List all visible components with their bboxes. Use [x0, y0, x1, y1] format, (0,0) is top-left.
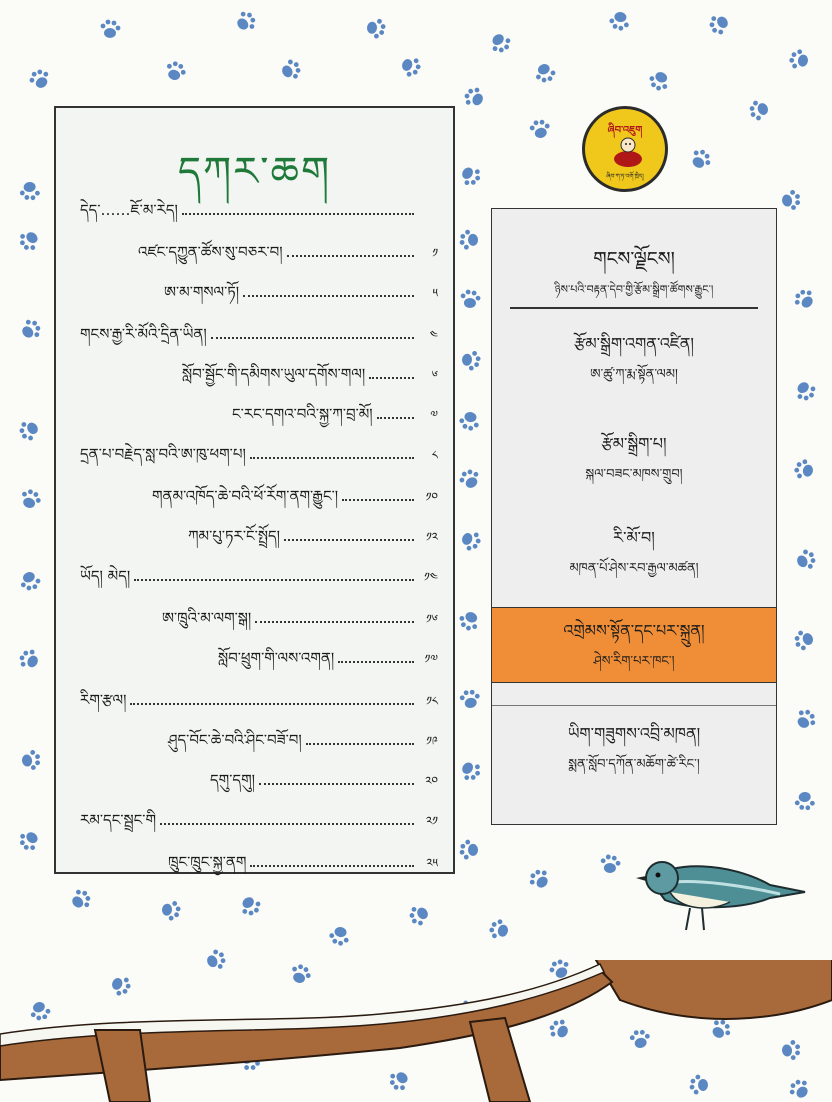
paw-print-icon	[19, 181, 41, 202]
toc-entry-label: ཁྲུང་ཁྲུང་སྐྱ་ནག	[168, 853, 247, 871]
paw-print-icon	[461, 350, 481, 371]
toc-entry	[138, 236, 438, 278]
paw-print-icon	[68, 886, 95, 913]
paw-print-icon	[459, 229, 478, 250]
paw-print-icon	[20, 749, 42, 772]
toc-entry	[80, 438, 438, 480]
credits-panel	[491, 208, 777, 825]
toc-entry-page: ༥	[432, 286, 438, 300]
paw-print-icon	[791, 285, 818, 312]
toc-leader-dots	[377, 417, 414, 419]
paw-print-icon	[233, 8, 260, 35]
paw-print-icon	[458, 687, 482, 710]
toc-entry	[218, 642, 438, 684]
toc-entry-label: ཨ་ཁྲུའི་མ་ལག་སྒ།	[162, 609, 252, 627]
toc-entry	[152, 480, 438, 522]
paw-print-icon	[16, 417, 42, 444]
toc-entry-page: ༨	[431, 448, 438, 462]
credit-name: སྨན་སློབ་དཀོན་མཆོག་ཚེ་རིང་།	[568, 757, 700, 772]
toc-leader-dots	[134, 579, 414, 581]
toc-entry	[162, 602, 438, 644]
bird-illustration	[580, 840, 810, 940]
toc-entry-page: ༡༦	[425, 612, 438, 626]
toc-entry-page: ༡༩	[426, 734, 438, 748]
paw-print-icon	[532, 61, 557, 86]
toc-entry-page: ༧	[430, 408, 438, 422]
toc-entry-label: གནམ་འཁོད་ཆེ་བའི་ཕོ་རོག་ནག་རྒྱུང་།	[152, 487, 339, 505]
paw-print-icon	[706, 11, 732, 38]
paw-print-icon	[458, 410, 480, 431]
toc-entry-label: ཡོད། མེད།	[80, 567, 131, 585]
toc-title: དཀར་ཆག	[177, 149, 332, 195]
panel-divider	[492, 705, 776, 706]
toc-entry	[80, 804, 438, 846]
toc-leader-dots	[182, 213, 414, 215]
paw-print-icon	[457, 466, 483, 492]
paw-print-icon	[16, 646, 42, 672]
toc-entry	[232, 398, 438, 440]
toc-entry	[188, 520, 438, 562]
toc-entry-label: ང་རང་དགའ་བའི་སྐྱ་ཀ་བྲ་མོ།	[232, 405, 373, 423]
toc-entry-label: གངས་རྒྱ་རི་མོའི་དྲིན་ཡིན།	[80, 325, 207, 343]
paw-print-icon	[487, 30, 514, 57]
paw-print-icon	[237, 893, 264, 920]
toc-entry	[182, 358, 438, 400]
credit-role: འགྲེམས་སྟོན་དང་པར་སྐྲུན།	[563, 621, 705, 640]
toc-entry-page: ༢༥	[426, 856, 438, 870]
credit-name: ཨ་ཚུ་ཀ་རྨ་སྟོན་ལམ།	[590, 367, 678, 382]
paw-print-icon	[459, 839, 478, 859]
branch-illustration	[0, 960, 832, 1102]
paw-print-icon	[528, 117, 552, 140]
toc-leader-dots	[284, 539, 414, 541]
toc-leader-dots	[287, 255, 414, 257]
paw-print-icon	[15, 227, 42, 254]
toc-leader-dots	[250, 865, 414, 867]
paw-print-icon	[101, 20, 121, 38]
credit-role: རྩོམ་སྒྲིག་པ།	[601, 434, 667, 453]
seal-bottom-text: ཞིབ་ཀ་ཏ་འགོ་ཁྲིད།	[606, 173, 644, 180]
toc-entry-page: ༡༧	[424, 652, 438, 666]
panel-title: གངས་ལྗོངས།	[593, 248, 675, 270]
paw-print-icon	[457, 758, 484, 785]
toc-entry-page: ༢༠	[425, 774, 438, 788]
credit-role: རི་མོ་བ།	[613, 528, 655, 547]
credit-name: སྐལ་བཟང་མཁས་གྲུབ།	[585, 467, 683, 482]
toc-leader-dots	[130, 703, 414, 705]
credit-section-editor-in-chief	[492, 331, 776, 387]
paw-print-icon	[646, 68, 672, 93]
credit-role: རྩོམ་སྒྲིག་འགན་འཛིན།	[574, 334, 694, 353]
paw-print-icon	[328, 925, 351, 947]
paw-print-icon	[792, 378, 819, 405]
paw-print-icon	[161, 900, 181, 922]
paw-print-icon	[608, 11, 630, 32]
paw-print-icon	[15, 827, 42, 854]
toc-entry-page: ༡༤	[423, 570, 438, 584]
toc-leader-dots	[250, 457, 414, 459]
paw-print-icon	[526, 865, 553, 892]
toc-entry-label: རམ་དང་སྦྲང་གི	[80, 811, 157, 829]
paw-print-icon	[456, 608, 482, 633]
credit-name: མཁན་པོ་ཤེས་རབ་རྒྱལ་མཚན།	[569, 561, 699, 576]
credit-section-publisher	[492, 607, 776, 683]
paw-print-icon	[747, 98, 771, 123]
toc-entry-label: དྲན་པ་བརྗེད་སླ་བའི་ཨ་ཁུ་ཕག་པ།	[80, 445, 246, 463]
toc-entry-label: དེད་……ཇོ་མ་རེད།	[80, 201, 178, 219]
publisher-seal	[582, 106, 668, 192]
toc-leader-dots	[160, 823, 414, 825]
paw-print-icon	[792, 628, 816, 653]
toc-leader-dots	[211, 337, 414, 339]
toc-entry-page: ༡	[432, 246, 438, 260]
paw-print-icon	[488, 917, 511, 941]
credit-section-illustrator	[492, 525, 776, 581]
toc-entry-page: ༦	[431, 368, 438, 382]
toc-entry	[210, 764, 438, 806]
toc-entry-label: སློབ་ཕྲུག་གི་ལས་འགན།	[218, 649, 335, 667]
toc-entry	[168, 724, 438, 766]
paw-print-icon	[457, 163, 484, 190]
seal-figure-icon	[609, 133, 647, 169]
paw-print-icon	[18, 316, 45, 343]
paw-print-icon	[793, 706, 820, 732]
toc-entry	[80, 318, 438, 360]
paw-print-icon	[788, 48, 810, 71]
toc-entry	[164, 276, 438, 318]
paw-print-icon	[460, 289, 480, 308]
credit-section-calligrapher	[492, 721, 776, 777]
toc-entry-page: ༡༠	[425, 490, 438, 504]
toc-leader-dots	[255, 621, 414, 623]
toc-entry-label: སློབ་སྦྱོང་གི་དམིགས་ཡུལ་དགོས་གལ།	[182, 365, 366, 383]
seal-top-text: ཞིབ་འཇུག	[607, 125, 643, 136]
paw-print-icon	[164, 59, 188, 82]
credit-name: ཤེས་རིག་པར་ཁང་།	[593, 654, 675, 669]
paw-print-icon	[794, 547, 819, 573]
toc-entry	[80, 684, 438, 726]
toc-entry	[80, 194, 438, 236]
toc-leader-dots	[338, 661, 414, 663]
paw-print-icon	[406, 902, 432, 929]
toc-entry-label: དགུ་དགུ།	[210, 771, 255, 789]
panel-subtitle: ཉིས་པའི་བརྟན་དེབ་གྱི་རྩོམ་སྒྲིག་ཚོགས་རྒྱུང་།	[554, 283, 714, 296]
toc-entry-page: ༡༨	[426, 694, 438, 708]
paw-print-icon	[19, 487, 43, 510]
toc-entry-label: འཛང་དཀྱུན་ཚོས་སུ་བཅར་བ།	[138, 243, 283, 261]
toc-entry-label: རིག་རྩལ།	[80, 691, 127, 709]
paw-print-icon	[17, 569, 42, 593]
toc-leader-dots	[342, 499, 414, 501]
paw-print-icon	[399, 54, 423, 79]
table-of-contents	[54, 106, 455, 874]
paw-print-icon	[279, 57, 304, 83]
toc-entry	[168, 846, 438, 888]
paw-print-icon	[27, 66, 53, 92]
paw-print-icon	[780, 189, 802, 212]
paw-print-icon	[366, 18, 386, 39]
paw-print-icon	[793, 458, 815, 481]
toc-entry-label: ཀམ་པུ་ཏར་ངོ་སྤྲོད།	[188, 527, 280, 545]
credit-role: ཡིག་གཟུགས་འབྲི་མཁན།	[567, 724, 701, 743]
paw-print-icon	[461, 84, 487, 110]
toc-leader-dots	[259, 783, 414, 785]
toc-leader-dots	[369, 377, 414, 379]
toc-leader-dots	[243, 295, 414, 297]
toc-entry	[80, 560, 438, 602]
paw-print-icon	[459, 528, 483, 553]
toc-entry-label: ཨ་མ་གསལ་ཏོ།	[164, 283, 240, 301]
toc-entry-page: ༡༢	[425, 530, 438, 544]
toc-leader-dots	[306, 743, 414, 745]
toc-entry-page: ༢༡	[425, 814, 438, 828]
toc-entry-page: ༤	[429, 328, 438, 342]
toc-entry-label: ཤུད་བོང་ཆེ་བའི་ཤིང་བཟོ་བ།	[168, 731, 302, 749]
panel-rule	[510, 307, 758, 309]
credit-section-editor	[492, 431, 776, 487]
paw-print-icon	[688, 146, 715, 172]
paw-print-icon	[794, 791, 816, 811]
